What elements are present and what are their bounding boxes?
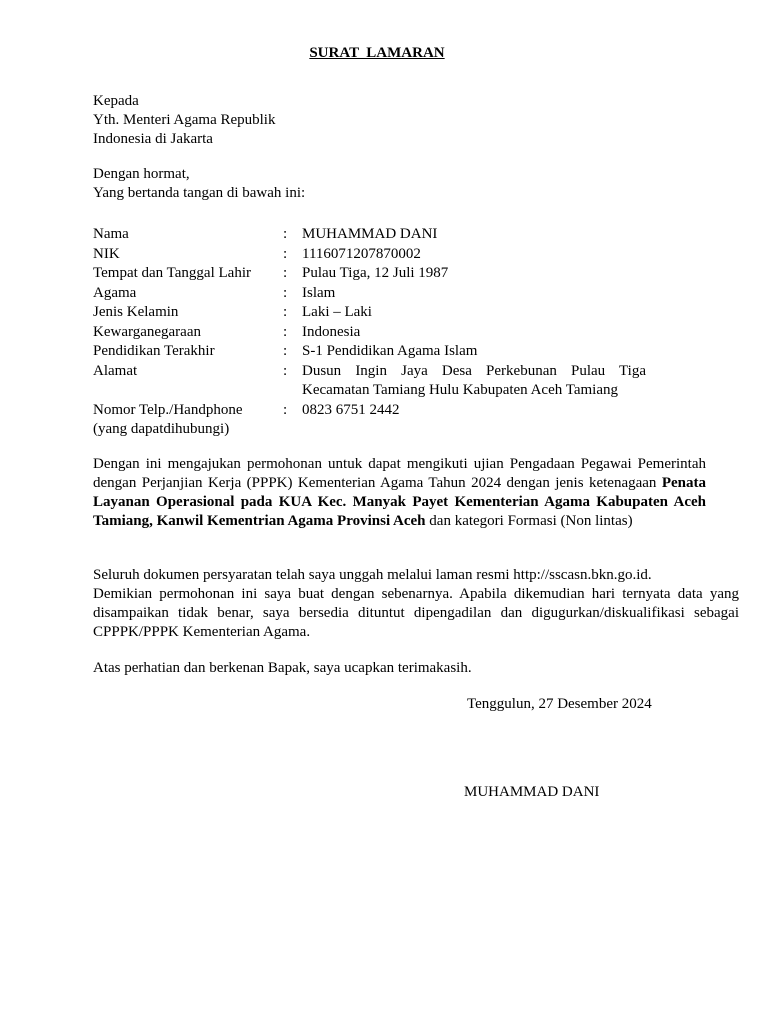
application-paragraph <box>93 455 706 531</box>
field-label: Kewarganegaraan <box>93 323 201 340</box>
field-label: Alamat <box>93 362 138 379</box>
declaration-paragraph <box>93 566 739 642</box>
phone-label: Nomor Telp./Handphone <box>93 401 243 418</box>
field-colon: : <box>283 245 288 262</box>
address-line-2: Kecamatan Tamiang Hulu Kabupaten Aceh Tamiang <box>302 382 618 398</box>
field-value: Pulau Tiga, 12 Juli 1987 <box>302 265 449 281</box>
application-intro: Dengan ini mengajukan permohonan untuk dapat mengikuti ujian Pengadaan Pegawai Pemerintah dengan Perjanjian Kerja (PPPK) Kementerian Agama Tahun 2024 dengan jenis ketenagaan <box>93 456 706 491</box>
field-colon: : <box>283 304 288 320</box>
info-row-birth <box>93 264 646 284</box>
field-label: Nama <box>93 226 129 242</box>
field-value: S-1 Pendidikan Agama Islam <box>302 343 478 359</box>
field-value: 1116071207870002 <box>302 245 421 262</box>
field-value-address <box>302 362 646 401</box>
recipient-line: Yth. Menteri Agama Republik <box>93 112 276 128</box>
field-colon: : <box>283 323 288 340</box>
field-label-phone <box>93 401 283 440</box>
info-row-nik <box>93 245 646 265</box>
place-date: Tenggulun, 27 Desember 2024 <box>467 696 652 712</box>
field-colon: : <box>283 226 288 242</box>
letter-title: SURAT LAMARAN <box>309 45 445 61</box>
field-colon: : <box>283 362 288 379</box>
field-value: Indonesia <box>302 323 361 340</box>
recipient-block <box>93 92 275 149</box>
application-outro: dan kategori Formasi (Non lintas) <box>425 513 633 529</box>
field-value: Islam <box>302 284 336 301</box>
info-row-name <box>93 225 646 245</box>
closing-paragraph: Atas perhatian dan berkenan Bapak, saya ucapkan terimakasih. <box>93 660 472 676</box>
info-row-gender <box>93 303 646 323</box>
field-label: Tempat dan Tanggal Lahir <box>93 265 251 281</box>
address-line-1: Dusun Ingin Jaya Desa Perkebunan Pulau Tiga <box>302 362 646 379</box>
signer-name: MUHAMMAD DANI <box>464 784 600 800</box>
greeting-block <box>93 165 305 203</box>
field-colon: : <box>283 401 288 418</box>
field-value: 0823 6751 2442 <box>302 401 400 418</box>
recipient-line: Kepada <box>93 93 139 109</box>
documents-line: Seluruh dokumen persyaratan telah saya unggah melalui laman resmi http://sscasn.bkn.go.id. <box>93 567 652 583</box>
field-label: Pendidikan Terakhir <box>93 343 215 359</box>
applicant-info-table <box>93 225 646 440</box>
field-value: Laki – Laki <box>302 304 372 320</box>
info-row-address <box>93 362 646 401</box>
field-colon: : <box>283 265 288 281</box>
phone-label-note: (yang dapatdihubungi) <box>93 421 230 437</box>
field-value: MUHAMMAD DANI <box>302 226 438 242</box>
field-colon: : <box>283 284 288 301</box>
application-position: Penata Layanan Operasional pada KUA Kec. Manyak Payet Kementerian Agama Kabupaten Aceh Tamiang, Kanwil Kementrian Agama Provinsi Aceh <box>93 475 706 529</box>
info-row-education <box>93 342 646 362</box>
recipient-line: Indonesia di Jakarta <box>93 131 213 147</box>
field-colon: : <box>283 343 288 359</box>
info-row-citizenship <box>93 323 646 343</box>
salutation: Dengan hormat, <box>93 166 190 182</box>
info-row-phone <box>93 401 646 440</box>
field-label: Jenis Kelamin <box>93 304 179 320</box>
info-row-religion <box>93 284 646 304</box>
intro-line: Yang bertanda tangan di bawah ini: <box>93 185 306 201</box>
declaration-text: Demikian permohonan ini saya buat dengan sebenarnya. Apabila dikemudian hari ternyata data yang disampaikan tidak benar, saya bersedia dituntut dipengadilan dan digugurkan/diskualifikasi sebagai CPPPK/PPPK Kementerian Agama. <box>93 586 739 640</box>
field-label: NIK <box>93 245 120 262</box>
field-label: Agama <box>93 284 137 301</box>
